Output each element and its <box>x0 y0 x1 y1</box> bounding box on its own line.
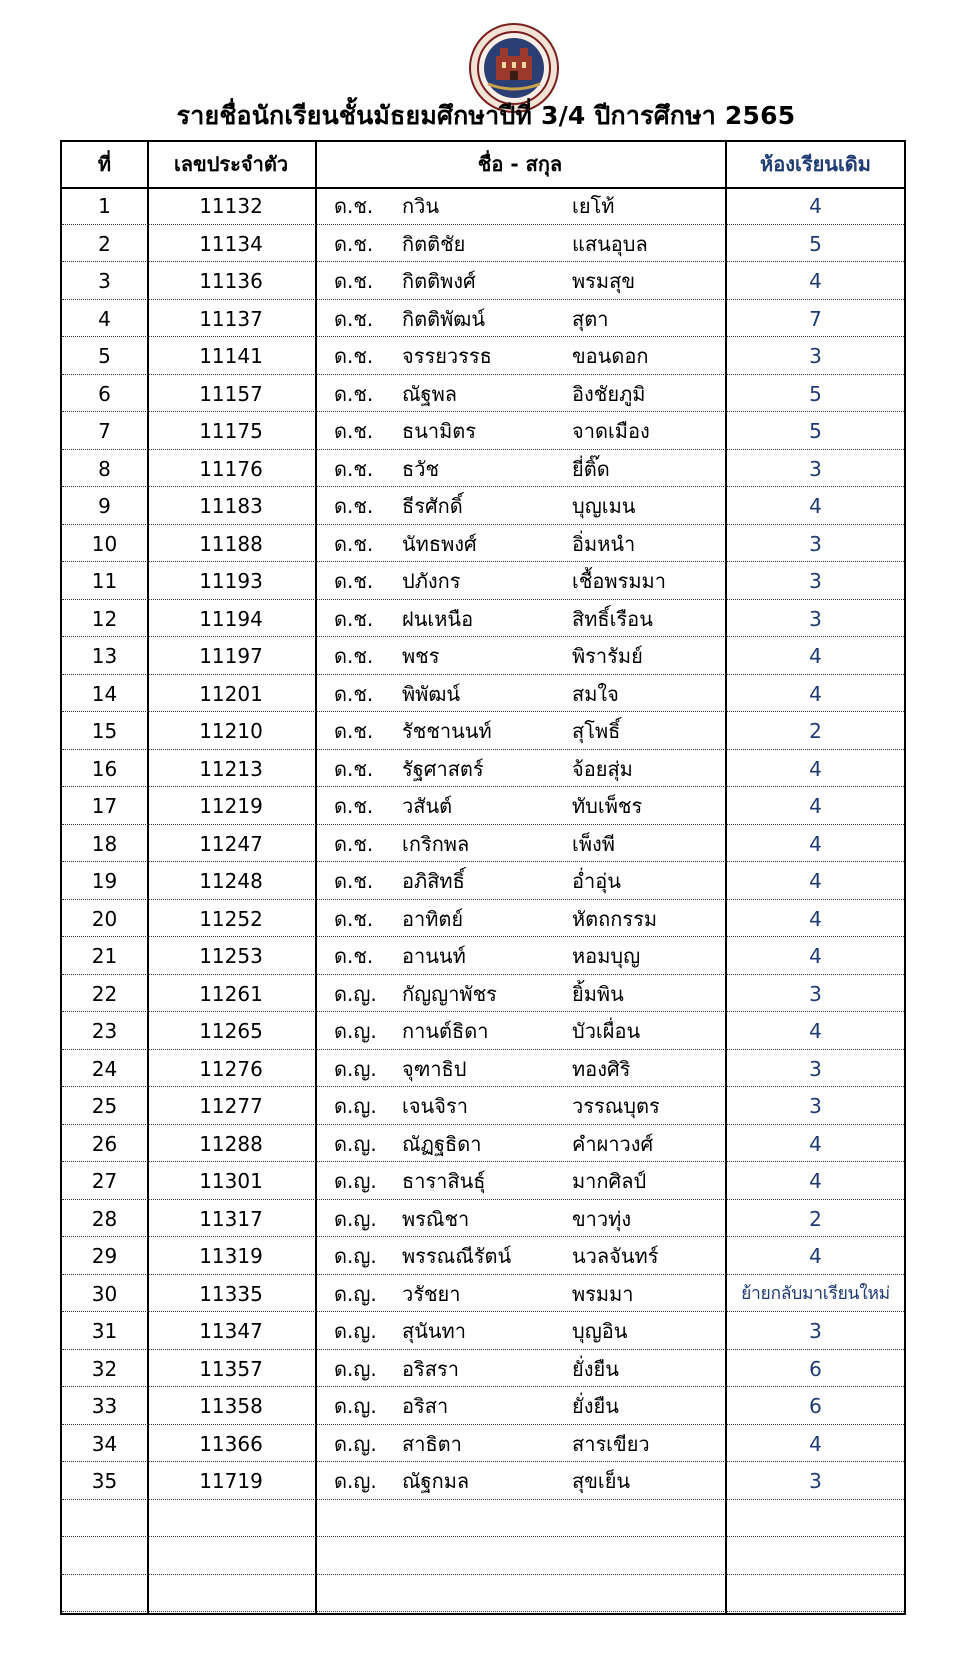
cell-no: 20 <box>91 906 118 931</box>
table-row <box>62 600 904 638</box>
cell-last-name: พรมสุข <box>572 269 635 293</box>
cell-first-name: ธาราสินธุ์ <box>402 1169 486 1193</box>
cell-prefix: ด.ญ. <box>334 1469 377 1493</box>
cell-student-id: 11265 <box>199 1019 263 1043</box>
cell-previous-room: 5 <box>809 419 822 443</box>
cell-first-name: ธนามิตร <box>402 419 477 443</box>
cell-no: 8 <box>98 456 111 481</box>
cell-no: 15 <box>91 719 118 743</box>
cell-student-id: 11317 <box>199 1206 263 1231</box>
cell-first-name: รัชชานนท์ <box>402 719 492 743</box>
cell-previous-room: 3 <box>809 1469 822 1493</box>
cell-no: 1 <box>98 194 111 218</box>
cell-first-name: ธีรศักดิ์ <box>402 494 463 518</box>
cell-first-name: อานนท์ <box>402 944 466 968</box>
cell-no: 7 <box>98 419 111 443</box>
cell-last-name: เชื้อพรมมา <box>572 569 666 593</box>
table-row <box>62 1275 904 1313</box>
table-row <box>62 1125 904 1163</box>
table-row <box>62 675 904 713</box>
cell-no: 21 <box>91 944 118 968</box>
cell-first-name: จรรยวรรธ <box>402 344 492 368</box>
cell-no: 11 <box>91 569 118 593</box>
cell-student-id: 11183 <box>199 494 263 518</box>
cell-first-name: เกริกพล <box>402 831 470 856</box>
cell-previous-room: 4 <box>809 1169 822 1193</box>
cell-previous-room: 4 <box>809 831 822 856</box>
cell-last-name: เพ็งพี <box>572 831 615 856</box>
cell-previous-room: 3 <box>809 1319 822 1343</box>
cell-previous-room: 3 <box>809 456 822 481</box>
table-row <box>62 1050 904 1088</box>
table-row <box>62 900 904 938</box>
table-row <box>62 862 904 900</box>
cell-prefix: ด.ญ. <box>334 1281 377 1306</box>
table-row <box>62 300 904 338</box>
cell-student-id: 11288 <box>199 1131 263 1156</box>
cell-student-id: 11248 <box>199 869 263 893</box>
cell-prefix: ด.ช. <box>334 419 374 443</box>
cell-previous-room: 6 <box>809 1394 822 1418</box>
cell-no: 12 <box>91 606 118 631</box>
cell-no: 26 <box>91 1131 118 1156</box>
cell-student-id: 11347 <box>199 1319 263 1343</box>
table-row <box>62 187 904 225</box>
table-row <box>62 450 904 488</box>
cell-prefix: ด.ญ. <box>334 981 377 1006</box>
table-row <box>62 225 904 263</box>
cell-prefix: ด.ช. <box>334 306 374 331</box>
header-previous-room: ห้องเรียนเดิม <box>760 152 871 176</box>
cell-previous-room: 6 <box>809 1356 822 1381</box>
cell-previous-room: 4 <box>809 756 822 781</box>
cell-last-name: อิงชัยภูมิ <box>572 381 646 406</box>
cell-student-id: 11141 <box>199 344 263 368</box>
cell-prefix: ด.ช. <box>334 831 374 856</box>
cell-no: 2 <box>98 231 111 256</box>
cell-previous-room: 4 <box>809 681 822 706</box>
cell-first-name: กานต์ธิดา <box>402 1019 489 1043</box>
cell-no: 17 <box>91 794 118 818</box>
cell-prefix: ด.ช. <box>334 456 374 481</box>
cell-student-id: 11197 <box>199 644 263 668</box>
cell-first-name: อริสรา <box>402 1356 459 1381</box>
cell-last-name: บุญเมน <box>572 494 636 518</box>
cell-previous-room: 5 <box>809 231 822 256</box>
table-row <box>62 1425 904 1463</box>
cell-first-name: ฝนเหนือ <box>402 606 474 631</box>
cell-previous-room: 4 <box>809 906 822 931</box>
cell-student-id: 11219 <box>199 794 263 818</box>
table-row <box>62 562 904 600</box>
cell-previous-room: 4 <box>809 269 822 293</box>
cell-prefix: ด.ช. <box>334 194 374 218</box>
cell-no: 4 <box>98 306 111 331</box>
table-body <box>62 187 904 1612</box>
table-row <box>62 487 904 525</box>
cell-last-name: สุโพธิ์ <box>572 719 621 743</box>
cell-previous-room: 4 <box>809 1244 822 1268</box>
header-name: ชื่อ - สกุล <box>477 152 563 176</box>
cell-last-name: อ่ำอุ่น <box>572 869 621 893</box>
cell-first-name: ณัฐกมล <box>402 1469 470 1493</box>
cell-student-id: 11358 <box>199 1394 263 1418</box>
cell-prefix: ด.ญ. <box>334 1431 377 1456</box>
cell-prefix: ด.ช. <box>334 569 374 593</box>
cell-prefix: ด.ช. <box>334 944 374 968</box>
cell-no: 18 <box>91 831 118 856</box>
cell-student-id: 11132 <box>199 194 263 218</box>
cell-first-name: อริสา <box>402 1394 449 1418</box>
cell-student-id: 11213 <box>199 756 263 781</box>
cell-first-name: กิตติพัฒน์ <box>402 306 486 331</box>
cell-prefix: ด.ช. <box>334 906 374 931</box>
cell-student-id: 11175 <box>199 419 263 443</box>
cell-previous-room: 4 <box>809 869 822 893</box>
cell-last-name: บุญอิน <box>572 1319 628 1343</box>
cell-previous-room: 3 <box>809 1094 822 1118</box>
cell-last-name: แสนอุบล <box>572 231 648 256</box>
table-row <box>62 337 904 375</box>
cell-previous-room: 3 <box>809 1056 822 1081</box>
table-row <box>62 712 904 750</box>
cell-previous-room: 2 <box>809 1206 822 1231</box>
cell-previous-room: 4 <box>809 194 822 218</box>
cell-previous-room: 4 <box>809 944 822 968</box>
cell-previous-room: 3 <box>809 344 822 368</box>
cell-no: 5 <box>98 344 111 368</box>
table-row <box>62 1462 904 1500</box>
cell-first-name: เจนจิรา <box>402 1094 468 1118</box>
cell-prefix: ด.ญ. <box>334 1019 377 1043</box>
cell-no: 32 <box>91 1356 118 1381</box>
table-row <box>62 375 904 413</box>
cell-last-name: พิรารัมย์ <box>572 644 643 668</box>
cell-last-name: สารเขียว <box>572 1431 650 1456</box>
cell-last-name: ยั่งยืน <box>572 1356 619 1381</box>
cell-prefix: ด.ญ. <box>334 1356 377 1381</box>
table-row <box>62 825 904 863</box>
table-row <box>62 262 904 300</box>
cell-prefix: ด.ญ. <box>334 1244 377 1268</box>
cell-previous-room: 3 <box>809 606 822 631</box>
cell-prefix: ด.ช. <box>334 606 374 631</box>
cell-previous-room: 2 <box>809 719 822 743</box>
cell-last-name: อิ่มหนำ <box>572 531 636 556</box>
cell-no: 22 <box>91 981 118 1006</box>
cell-prefix: ด.ญ. <box>334 1319 377 1343</box>
cell-no: 28 <box>91 1206 118 1231</box>
cell-first-name: พชร <box>402 644 440 668</box>
header-no: ที่ <box>97 152 112 176</box>
cell-previous-room: 4 <box>809 1431 822 1456</box>
table-header-row <box>62 142 904 189</box>
table-row <box>62 937 904 975</box>
cell-student-id: 11134 <box>199 231 263 256</box>
cell-prefix: ด.ช. <box>334 269 374 293</box>
cell-prefix: ด.ญ. <box>334 1131 377 1156</box>
cell-last-name: เยโท้ <box>572 194 615 218</box>
cell-last-name: วรรณบุตร <box>572 1094 660 1118</box>
table-row <box>62 787 904 825</box>
cell-prefix: ด.ญ. <box>334 1056 377 1081</box>
cell-first-name: วรัชยา <box>402 1281 461 1306</box>
cell-no: 6 <box>98 381 111 406</box>
cell-first-name: ณัฏฐธิดา <box>402 1131 482 1156</box>
cell-prefix: ด.ช. <box>334 344 374 368</box>
cell-student-id: 11277 <box>199 1094 263 1118</box>
cell-first-name: กวิน <box>402 194 440 218</box>
cell-student-id: 11176 <box>199 456 263 481</box>
cell-prefix: ด.ช. <box>334 231 374 256</box>
cell-first-name: วสันต์ <box>402 794 453 818</box>
cell-previous-room: 4 <box>809 1019 822 1043</box>
cell-last-name: ทองศิริ <box>572 1056 631 1081</box>
cell-no: 30 <box>91 1281 118 1306</box>
table-row <box>62 975 904 1013</box>
cell-prefix: ด.ช. <box>334 794 374 818</box>
cell-prefix: ด.ญ. <box>334 1169 377 1193</box>
table-row <box>62 525 904 563</box>
table-row <box>62 1012 904 1050</box>
cell-previous-room: 5 <box>809 381 822 406</box>
cell-first-name: พรณิชา <box>402 1206 470 1231</box>
cell-prefix: ด.ช. <box>334 719 374 743</box>
cell-last-name: มากศิลป์ <box>572 1169 647 1193</box>
cell-last-name: สิทธิ์เรือน <box>572 606 653 631</box>
cell-first-name: ปภังกร <box>402 569 461 593</box>
cell-last-name: ยิ้มพิน <box>572 981 624 1006</box>
cell-no: 13 <box>91 644 118 668</box>
cell-student-id: 11253 <box>199 944 263 968</box>
table-row <box>62 1200 904 1238</box>
cell-first-name: จุฑาธิป <box>402 1056 467 1081</box>
cell-last-name: คำผาวงศ์ <box>572 1131 654 1156</box>
cell-student-id: 11366 <box>199 1431 263 1456</box>
cell-student-id: 11357 <box>199 1356 263 1381</box>
cell-student-id: 11247 <box>199 831 263 856</box>
table-row <box>62 412 904 450</box>
cell-no: 25 <box>91 1094 118 1118</box>
cell-no: 9 <box>98 494 111 518</box>
cell-no: 34 <box>91 1431 118 1456</box>
cell-previous-room: 7 <box>809 306 822 331</box>
table-row <box>62 1387 904 1425</box>
cell-student-id: 11301 <box>199 1169 263 1193</box>
cell-no: 19 <box>91 869 118 893</box>
student-roster-table <box>60 140 906 1615</box>
blank-row <box>62 1500 904 1538</box>
cell-first-name: นัทธพงศ์ <box>402 531 477 556</box>
cell-no: 10 <box>91 531 118 556</box>
table-row <box>62 1237 904 1275</box>
cell-no: 14 <box>91 681 118 706</box>
cell-first-name: กิตติพงศ์ <box>402 269 476 293</box>
cell-prefix: ด.ช. <box>334 681 374 706</box>
cell-student-id: 11194 <box>199 606 263 631</box>
cell-last-name: ทับเพ็ชร <box>572 794 643 818</box>
cell-last-name: บัวเผื่อน <box>572 1019 641 1043</box>
cell-last-name: พรมมา <box>572 1281 634 1306</box>
blank-row <box>62 1537 904 1575</box>
cell-student-id: 11319 <box>199 1244 263 1268</box>
cell-last-name: ยี่ติ๊ด <box>572 456 610 481</box>
cell-prefix: ด.ช. <box>334 756 374 781</box>
cell-no: 24 <box>91 1056 118 1081</box>
cell-last-name: นวลจันทร์ <box>572 1244 659 1268</box>
table-row <box>62 750 904 788</box>
page-title: รายชื่อนักเรียนชั้นมัธยมศึกษาปีที่ 3/4 ปีการศึกษา 2565 <box>176 101 796 130</box>
cell-no: 16 <box>91 756 118 781</box>
cell-prefix: ด.ช. <box>334 869 374 893</box>
cell-student-id: 11261 <box>199 981 263 1006</box>
cell-no: 3 <box>98 269 111 293</box>
cell-last-name: สุขเย็น <box>572 1469 631 1493</box>
cell-no: 33 <box>91 1394 118 1418</box>
cell-no: 29 <box>91 1244 118 1268</box>
cell-first-name: พิพัฒน์ <box>402 681 461 706</box>
cell-first-name: อาทิตย์ <box>402 906 464 931</box>
table-row <box>62 637 904 675</box>
cell-first-name: สาธิตา <box>402 1431 462 1456</box>
cell-student-id: 11157 <box>199 381 263 406</box>
cell-last-name: ยั่งยืน <box>572 1394 619 1418</box>
cell-last-name: สมใจ <box>572 681 619 706</box>
cell-prefix: ด.ญ. <box>334 1094 377 1118</box>
cell-student-id: 11136 <box>199 269 263 293</box>
cell-first-name: อภิสิทธิ์ <box>402 869 465 893</box>
table-row <box>62 1312 904 1350</box>
cell-student-id: 11188 <box>199 531 263 556</box>
cell-previous-room: 4 <box>809 494 822 518</box>
cell-previous-room: 3 <box>809 569 822 593</box>
cell-student-id: 11276 <box>199 1056 263 1081</box>
cell-first-name: ธวัช <box>402 456 440 481</box>
cell-student-id: 11201 <box>199 681 263 706</box>
cell-no: 35 <box>91 1469 118 1493</box>
cell-student-id: 11193 <box>199 569 263 593</box>
cell-prefix: ด.ช. <box>334 531 374 556</box>
cell-student-id: 11335 <box>199 1281 263 1306</box>
cell-first-name: รัฐศาสตร์ <box>402 756 484 781</box>
cell-first-name: กิตติชัย <box>402 231 466 256</box>
cell-first-name: สุนันทา <box>402 1319 466 1343</box>
table-row <box>62 1162 904 1200</box>
cell-prefix: ด.ญ. <box>334 1206 377 1231</box>
cell-last-name: จ้อยสุ่ม <box>572 756 633 781</box>
cell-last-name: หอมบุญ <box>572 944 641 968</box>
cell-first-name: กัญญาพัชร <box>402 981 497 1006</box>
cell-previous-room: 3 <box>809 981 822 1006</box>
cell-prefix: ด.ช. <box>334 381 374 406</box>
cell-first-name: ณัฐพล <box>402 381 458 406</box>
cell-student-id: 11252 <box>199 906 263 931</box>
cell-prefix: ด.ญ. <box>334 1394 377 1418</box>
cell-previous-room: 4 <box>809 794 822 818</box>
cell-last-name: สุตา <box>572 306 609 331</box>
cell-last-name: จาดเมือง <box>572 419 650 443</box>
cell-previous-room: 4 <box>809 1131 822 1156</box>
cell-no: 27 <box>91 1169 118 1193</box>
cell-prefix: ด.ช. <box>334 494 374 518</box>
header-student-id: เลขประจำตัว <box>173 152 289 176</box>
table-row <box>62 1350 904 1388</box>
cell-no: 31 <box>91 1319 118 1343</box>
cell-previous-room: 3 <box>809 531 822 556</box>
cell-prefix: ด.ช. <box>334 644 374 668</box>
cell-student-id: 11719 <box>199 1469 263 1493</box>
cell-student-id: 11210 <box>199 719 263 743</box>
cell-previous-room: 4 <box>809 644 822 668</box>
table-row <box>62 1087 904 1125</box>
cell-last-name: ขอนดอก <box>572 344 649 368</box>
cell-previous-room: ย้ายกลับมาเรียนใหม่ <box>741 1283 890 1304</box>
cell-student-id: 11137 <box>199 306 263 331</box>
cell-last-name: ขาวทุ่ง <box>572 1206 632 1231</box>
cell-no: 23 <box>91 1019 118 1043</box>
cell-last-name: หัตถกรรม <box>572 906 658 931</box>
blank-row <box>62 1575 904 1613</box>
cell-first-name: พรรณณีรัตน์ <box>402 1244 512 1268</box>
